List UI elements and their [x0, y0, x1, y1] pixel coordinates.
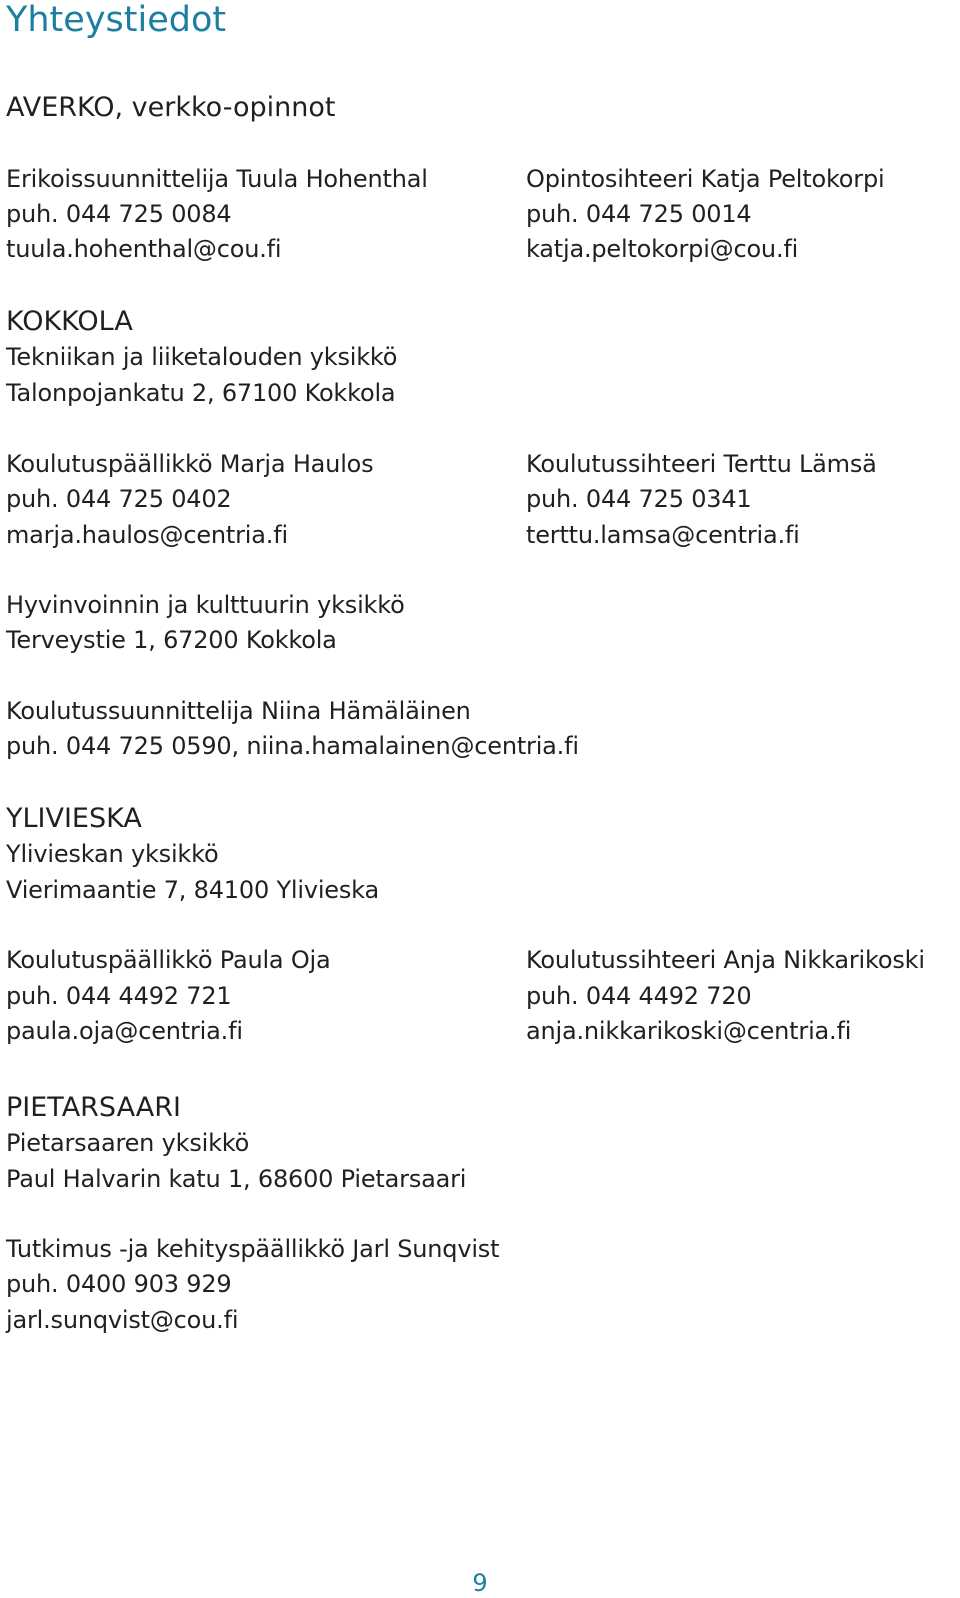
page-number: 9 [472, 1569, 488, 1597]
page-title: Yhteystiedot [6, 0, 227, 40]
contact-phone: puh. 044 725 0402 [6, 485, 232, 513]
contact-name: Koulutuspäällikkö Paula Oja [6, 946, 331, 974]
unit-address: Vierimaantie 7, 84100 Ylivieska [6, 876, 379, 904]
unit-address: Talonpojankatu 2, 67100 Kokkola [6, 379, 396, 407]
contact-name: Koulutuspäällikkö Marja Haulos [6, 450, 374, 478]
section-heading-averko: AVERKO, verkko-opinnot [6, 92, 336, 123]
contact-email: tuula.hohenthal@cou.fi [6, 235, 282, 263]
unit-name: Pietarsaaren yksikkö [6, 1129, 250, 1157]
contact-phone-email: puh. 044 725 0590, niina.hamalainen@centria.fi [6, 732, 579, 760]
unit-name: Hyvinvoinnin ja kulttuurin yksikkö [6, 591, 405, 619]
unit-address: Terveystie 1, 67200 Kokkola [6, 626, 337, 654]
contact-name: Koulutussihteeri Anja Nikkarikoski [526, 946, 925, 974]
unit-address: Paul Halvarin katu 1, 68600 Pietarsaari [6, 1165, 467, 1193]
contact-name: Opintosihteeri Katja Peltokorpi [526, 165, 885, 193]
contact-phone: puh. 044 4492 720 [526, 982, 752, 1010]
contact-phone: puh. 0400 903 929 [6, 1270, 232, 1298]
contact-name: Koulutussuunnittelija Niina Hämäläinen [6, 697, 471, 725]
contact-name: Erikoissuunnittelija Tuula Hohenthal [6, 165, 428, 193]
contact-phone: puh. 044 4492 721 [6, 982, 232, 1010]
contact-email: terttu.lamsa@centria.fi [526, 521, 800, 549]
contact-email: marja.haulos@centria.fi [6, 521, 288, 549]
contact-email: jarl.sunqvist@cou.fi [6, 1306, 239, 1334]
unit-name: Ylivieskan yksikkö [6, 840, 219, 868]
section-heading-ylivieska: YLIVIESKA [6, 803, 142, 834]
contact-email: katja.peltokorpi@cou.fi [526, 235, 799, 263]
contact-name: Koulutussihteeri Terttu Lämsä [526, 450, 877, 478]
contact-phone: puh. 044 725 0084 [6, 200, 232, 228]
section-heading-kokkola: KOKKOLA [6, 306, 133, 337]
contact-email: paula.oja@centria.fi [6, 1017, 243, 1045]
section-heading-pietarsaari: PIETARSAARI [6, 1092, 181, 1123]
contact-email: anja.nikkarikoski@centria.fi [526, 1017, 852, 1045]
contact-phone: puh. 044 725 0341 [526, 485, 752, 513]
contact-phone: puh. 044 725 0014 [526, 200, 752, 228]
contact-name: Tutkimus -ja kehityspäällikkö Jarl Sunqvist [6, 1235, 500, 1263]
unit-name: Tekniikan ja liiketalouden yksikkö [6, 343, 398, 371]
